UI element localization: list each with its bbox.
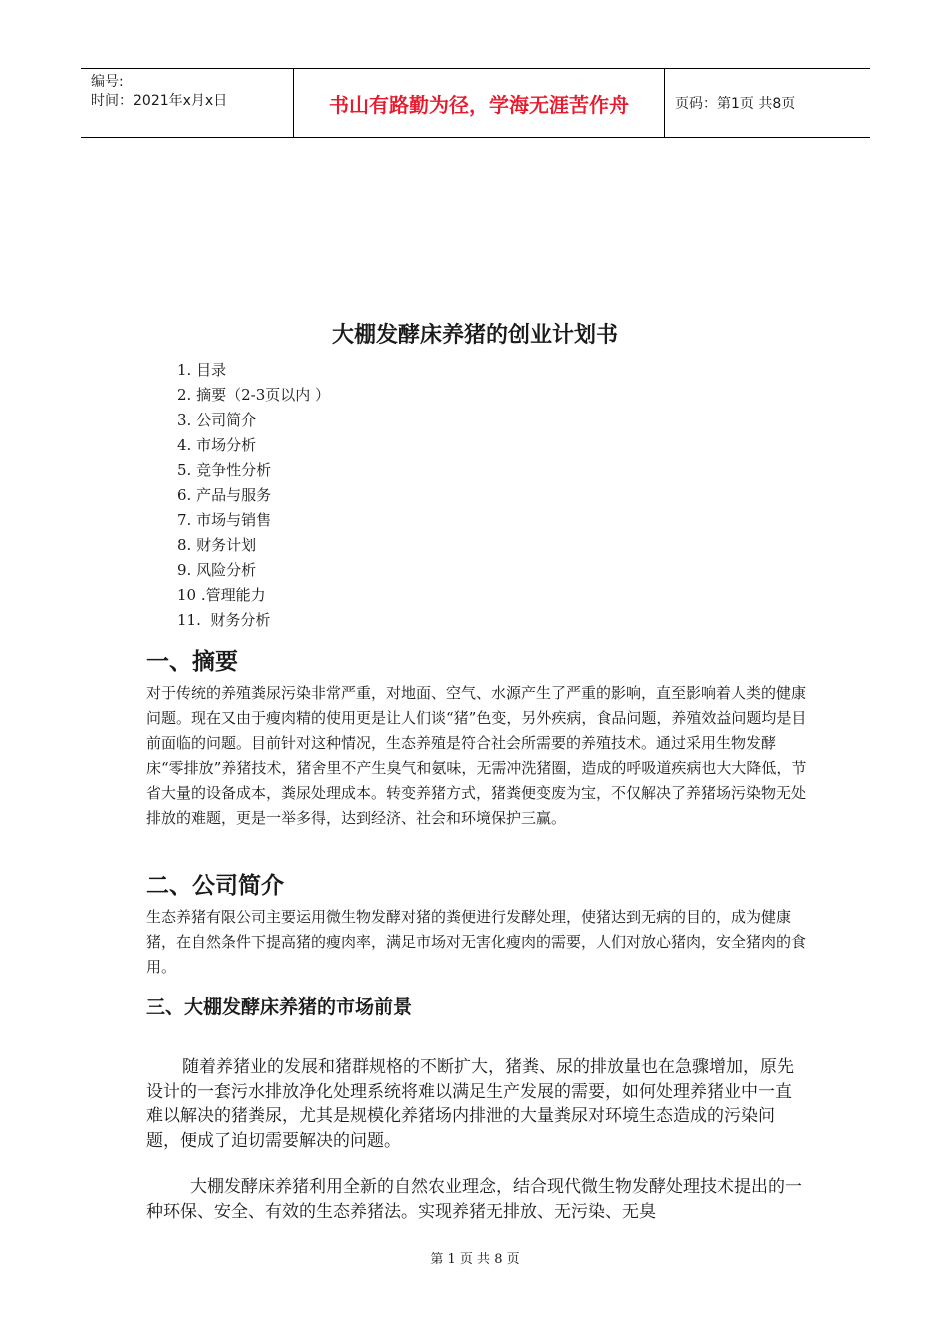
company-paragraph: 生态养猪有限公司主要运用微生物发酵对猪的粪便进行发酵处理，使猪达到无病的目的，成为健康猪，在自然条件下提高猪的瘦肉率，满足市场对无害化瘦肉的需要，人们对放心猪肉，安全猪肉的食用。 bbox=[146, 908, 807, 976]
market-heading: 三、大棚发酵床养猪的市场前景 bbox=[146, 996, 413, 1018]
toc-item: 11. 财务分析 bbox=[177, 611, 271, 629]
toc-item: 4. 市场分析 bbox=[177, 436, 257, 454]
page-footer: 第 1 页 共 8 页 bbox=[430, 1252, 520, 1267]
toc-item: 7. 市场与销售 bbox=[177, 511, 272, 529]
toc-item: 6. 产品与服务 bbox=[177, 486, 272, 504]
toc-item: 9. 风险分析 bbox=[177, 561, 257, 579]
toc-item: 5. 竞争性分析 bbox=[177, 461, 272, 479]
number-label: 编号: bbox=[91, 74, 124, 90]
header-meta bbox=[81, 69, 294, 137]
company-heading: 二、公司简介 bbox=[146, 873, 284, 899]
toc-item: 10 .管理能力 bbox=[177, 586, 266, 604]
table-of-contents bbox=[177, 358, 330, 633]
summary-heading: 一、摘要 bbox=[146, 649, 238, 675]
header-table bbox=[81, 68, 870, 138]
summary-paragraph: 对于传统的养殖粪尿污染非常严重，对地面、空气、水源产生了严重的影响，直至影响着人类的健康问题。现在又由于瘦肉精的使用更是让人们谈“猪”色变，另外疾病，食品问题，养殖效益问题均是目前面临的问题。目前针对这种情况，生态养殖是符合社会所需要的养殖技术。通过采用生物发酵床“零排放”养猪技术，猪舍里不产生臭气和氨味，无需冲洗猪圈，造成的呼吸道疾病也大大降低，节省大量的设备成本，粪尿处理成本。转变养猪方式，猪粪便变废为宝，不仅解决了养猪场污染物无处排放的难题，更是一举多得，达到经济、社会和环境保护三赢。 bbox=[146, 684, 807, 827]
market-paragraph-2: 大棚发酵床养猪利用全新的自然农业理念，结合现代微生物发酵处理技术提出的一种环保、安全、有效的生态养猪法。实现养猪无排放、无污染、无臭 bbox=[146, 1177, 802, 1222]
header-motto: 书山有路勤为径，学海无涯苦作舟 bbox=[294, 69, 665, 137]
market-paragraph-1: 随着养猪业的发展和猪群规格的不断扩大，猪粪、尿的排放量也在急骤增加，原先设计的一套污水排放净化处理系统将难以满足生产发展的需要，如何处理养猪业中一直难以解决的猪粪尿，尤其是规模化养猪场内排泄的大量粪尿对环境生态造成的污染问题，便成了迫切需要解决的问题。 bbox=[146, 1057, 794, 1151]
header-page-info: 页码：第1页 共8页 bbox=[675, 96, 796, 112]
toc-item: 3. 公司简介 bbox=[177, 411, 257, 429]
toc-item: 1. 目录 bbox=[177, 361, 227, 379]
toc-item: 2. 摘要（2-3页以内 ） bbox=[177, 386, 331, 404]
toc-item: 8. 财务计划 bbox=[177, 536, 257, 554]
document-title: 大棚发酵床养猪的创业计划书 bbox=[331, 323, 618, 348]
time-label: 时间：2021年x月x日 bbox=[91, 93, 228, 109]
